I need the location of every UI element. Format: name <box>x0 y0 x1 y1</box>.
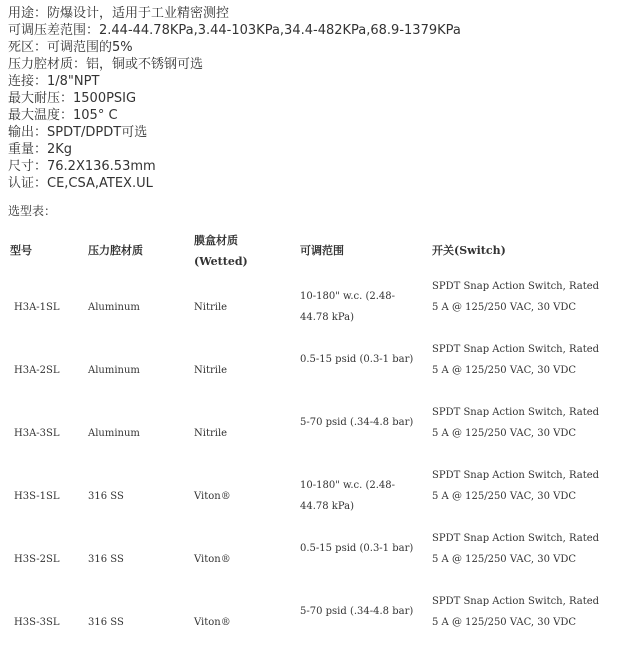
cell-range: 5-70 psid (.34-4.8 bar) <box>300 606 414 617</box>
spec-max-pressure: 最大耐压：1500PSIG <box>8 91 137 106</box>
cell-switch: SPDT Snap Action Switch, Rated 5 A @ 125/250 VAC, 30 VDC <box>432 281 600 313</box>
cell-diaphragm: Viton® <box>194 491 231 502</box>
header-diaphragm-material <box>194 230 284 272</box>
cell-model: H3S-3SL <box>14 617 60 628</box>
spec-list <box>8 5 461 192</box>
cell-range: 0.5-15 psid (0.3-1 bar) <box>300 354 414 365</box>
spec-connection: 连接：1/8"NPT <box>8 74 100 89</box>
spec-deadband: 死区：可调范围的5% <box>8 40 133 55</box>
cell-range: 5-70 psid (.34-4.8 bar) <box>300 417 414 428</box>
spec-weight: 重量：2Kg <box>8 142 73 157</box>
cell-body-material: 316 SS <box>88 554 124 565</box>
cell-model: H3S-2SL <box>14 554 60 565</box>
header-switch: 开关(Switch) <box>432 244 506 257</box>
cell-body-material: 316 SS <box>88 617 124 628</box>
cell-switch: SPDT Snap Action Switch, Rated 5 A @ 125/250 VAC, 30 VDC <box>432 596 600 628</box>
spec-pressure-range: 可调压差范围：2.44-44.78KPa,3.44-103KPa,34.4-482KPa,68.9-1379KPa <box>8 23 461 38</box>
cell-diaphragm: Viton® <box>194 554 231 565</box>
cell-body-material: 316 SS <box>88 491 124 502</box>
spec-body-material: 压力腔材质：铝，铜或不锈钢可选 <box>8 57 204 72</box>
table-row <box>0 402 624 465</box>
cell-switch: SPDT Snap Action Switch, Rated 5 A @ 125/250 VAC, 30 VDC <box>432 407 600 439</box>
cell-body-material: Aluminum <box>88 302 140 313</box>
table-row <box>0 528 624 591</box>
cell-diaphragm: Nitrile <box>194 302 228 313</box>
spec-output: 输出：SPDT/DPDT可选 <box>8 125 148 140</box>
spec-dimensions: 尺寸：76.2X136.53mm <box>8 159 156 174</box>
header-model: 型号 <box>10 244 32 257</box>
selection-table <box>0 226 624 654</box>
cell-diaphragm: Nitrile <box>194 365 228 376</box>
cell-body-material: Aluminum <box>88 365 140 376</box>
cell-range: 0.5-15 psid (0.3-1 bar) <box>300 543 414 554</box>
table-row <box>0 276 624 339</box>
cell-model: H3A-1SL <box>14 302 60 313</box>
header-diaphragm-line2: (Wetted) <box>194 255 248 268</box>
cell-model: H3A-3SL <box>14 428 60 439</box>
cell-body-material: Aluminum <box>88 428 140 439</box>
header-range: 可调范围 <box>300 244 344 257</box>
table-row <box>0 591 624 654</box>
cell-switch: SPDT Snap Action Switch, Rated 5 A @ 125/250 VAC, 30 VDC <box>432 344 600 376</box>
table-row <box>0 339 624 402</box>
spec-max-temperature: 最大温度：105° C <box>8 108 118 123</box>
header-diaphragm-line1: 膜盒材质 <box>194 234 238 247</box>
header-body-material: 压力腔材质 <box>88 244 143 257</box>
cell-model: H3A-2SL <box>14 365 60 376</box>
cell-range: 10-180" w.c. (2.48-44.78 kPa) <box>300 480 396 512</box>
table-header <box>0 226 624 276</box>
cell-model: H3S-1SL <box>14 491 60 502</box>
spec-usage: 用途：防爆设计，适用于工业精密测控 <box>8 6 230 21</box>
cell-switch: SPDT Snap Action Switch, Rated 5 A @ 125/250 VAC, 30 VDC <box>432 470 600 502</box>
cell-diaphragm: Nitrile <box>194 428 228 439</box>
cell-range: 10-180" w.c. (2.48-44.78 kPa) <box>300 291 396 323</box>
selection-table-label: 选型表： <box>8 204 57 218</box>
cell-switch: SPDT Snap Action Switch, Rated 5 A @ 125/250 VAC, 30 VDC <box>432 533 600 565</box>
cell-diaphragm: Viton® <box>194 617 231 628</box>
spec-certification: 认证：CE,CSA,ATEX.UL <box>8 176 153 191</box>
table-row <box>0 465 624 528</box>
